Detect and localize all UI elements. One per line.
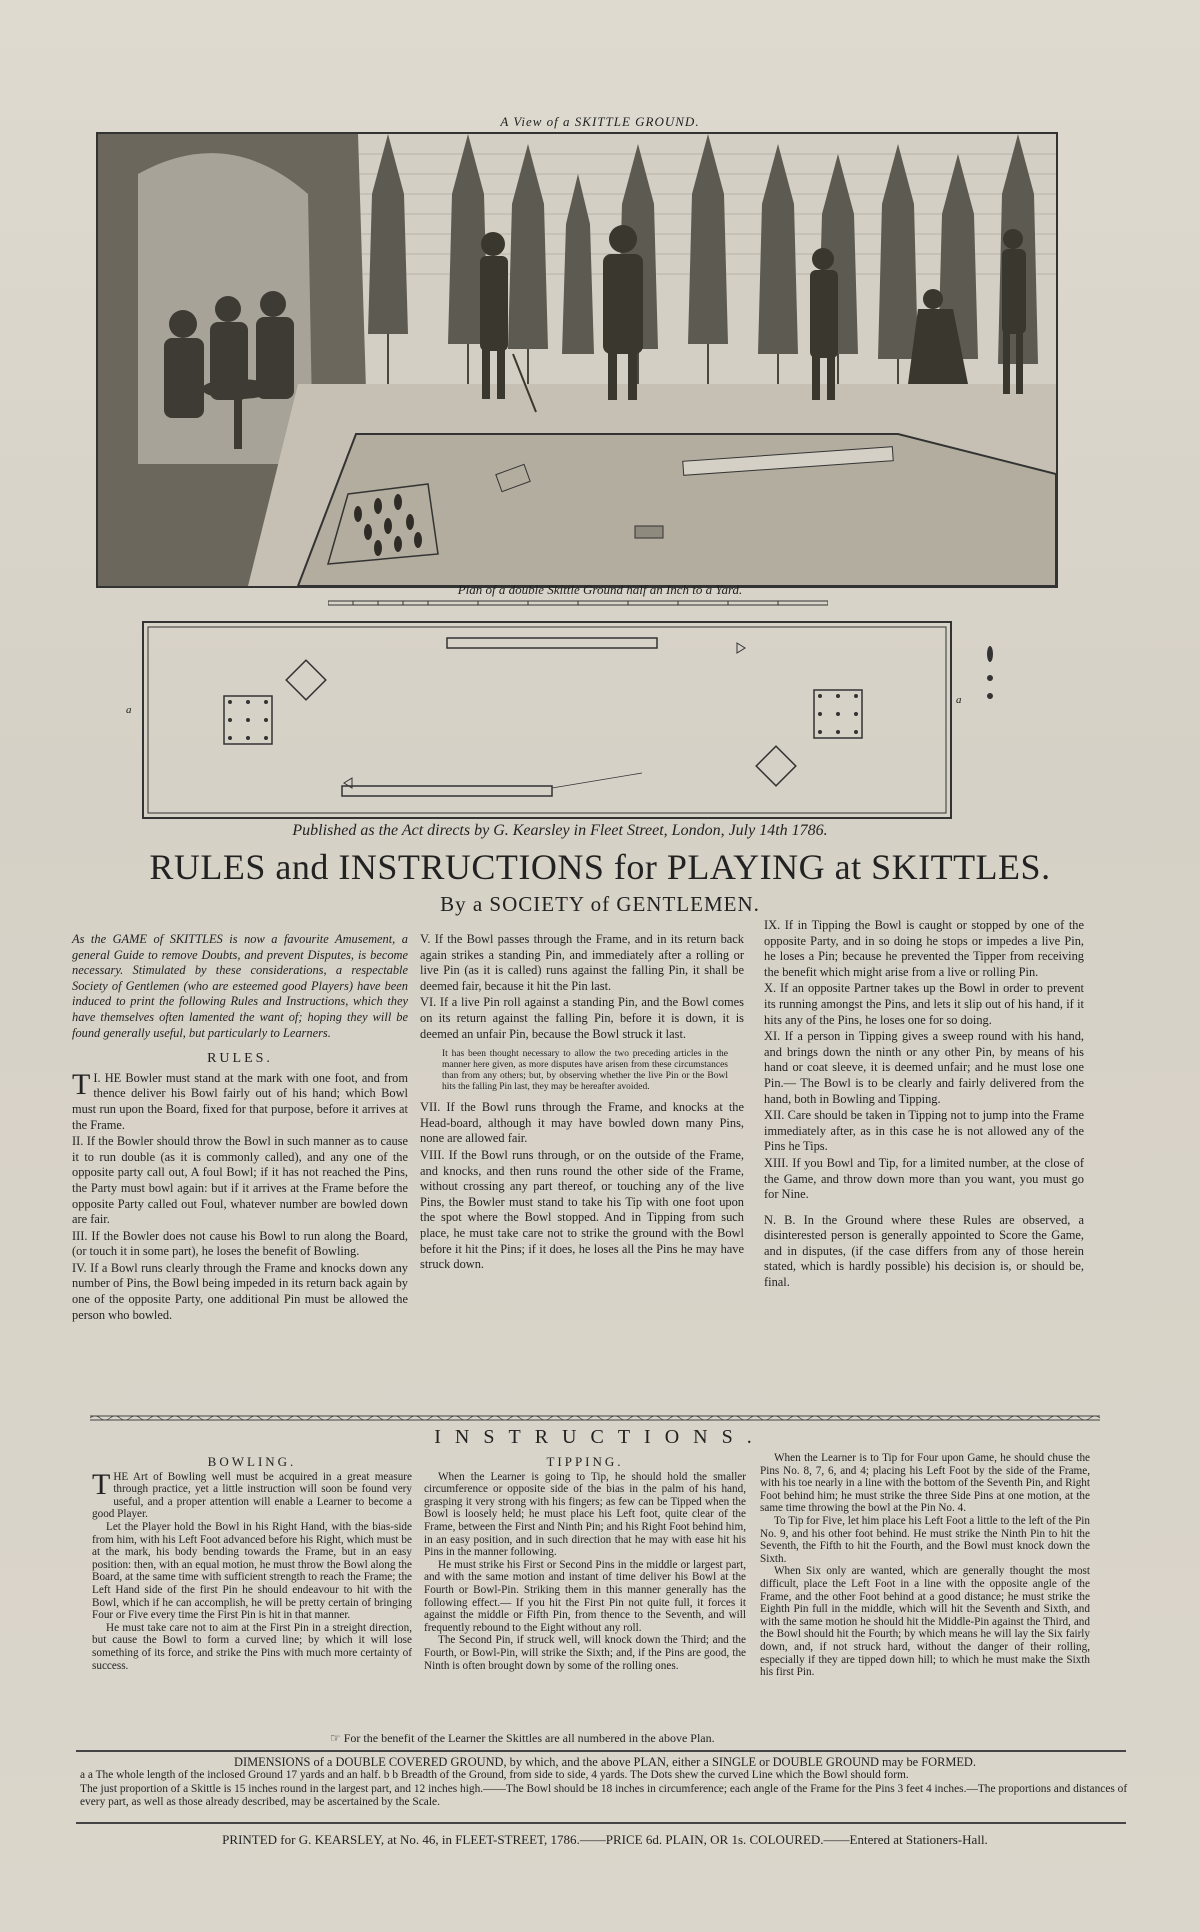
scale-bar — [328, 600, 828, 606]
engraving-title: A View of a SKITTLE GROUND. — [500, 114, 700, 129]
tipping-paragraph-2: He must strike his First or Second Pins in the middle or largest part, and with the same motion and instant of time deliver his Bowl at the Fourth or Bowl-Pin. Striking them in this manner generally has the following effect.— If you hit the First Pin not quite full, it forces it against the middle or Fifth Pin, from thence to the Seventh, and will frequently rebound to the Eight without any roll. — [424, 1558, 746, 1634]
rule-13: XIII. If you Bowl and Tip, for a limited number, at the close of the Game, and throw down more than you want, you must go for Nine. — [764, 1155, 1084, 1202]
dimensions-line-1: a a The whole length of the inclosed Ground 17 yards and an half. b b Breadth of the Ground, from side to side, 4 yards. The Dots shew the curved Line which the Bowl should form. — [80, 1769, 909, 1782]
bowling-column — [92, 1456, 412, 1672]
rule-4: IV. If a Bowl runs clearly through the Frame and knocks down any number of Pins, the Bowl being impeded in its return back again by one of the opposite Party, one additional Pin must be allowed the person who bowled. — [72, 1260, 408, 1322]
imprint-line: PRINTED for G. KEARSLEY, at No. 46, in FLEET-STREET, 1786.——PRICE 6d. PLAIN, OR 1s. COLOURED.——Entered at Stationers-Hall. — [222, 1832, 988, 1847]
rule-1-text: HE Bowler must stand at the mark with one foot, and from thence deliver his Bowl fairly out of his hand; which Bowl must run upon the Board, fixed for that purpose, before it arrives at the Frame. — [72, 1070, 408, 1132]
dimensions-title: DIMENSIONS of a DOUBLE COVERED GROUND, by which, and the above PLAN, either a SINGLE or DOUBLE GROUND may be FORMED. — [234, 1755, 976, 1769]
bowling-dropcap: T — [92, 1467, 111, 1501]
rule-10: X. If an opposite Partner takes up the Bowl in order to prevent its running amongst the Pins, and lets it slip out of his hand, if it hits any of the Pins, he loses one for so doing. — [764, 981, 1084, 1027]
bowling-paragraph-1 — [92, 1467, 412, 1521]
rule-11: XI. If a person in Tipping gives a sweep round with his hand, and brings down the ninth or any other Pin, by means of his hand or coat sleeve, it is deemed unfair; and he must lose one Pin.— The Bowl is to be clearly and fairly delivered from the hand, both in Bowling and Tipping. — [764, 1029, 1084, 1106]
rule-8: VIII. If the Bowl runs through, or on the outside of the Frame, and knocks, and then runs round the other side of the Frame, without crossing any part thereof, or touching any of the live Pins, the Bowler must stand to take his Tip with one foot upon the spot where the Bowl stopped. And in Tipping from such place, he must take care not to strike the ground with the Bowl before it hit the Pins; if it does, he loses all the Pins he may have struck down. — [420, 1147, 744, 1272]
bowling-paragraph-1-text: HE Art of Bowling well must be acquired in a great measure through practice, yet a little instruction will soon be found very useful, and a proper attention will enable a Learner to become a good Player. — [92, 1470, 412, 1521]
rules-column-2 — [420, 932, 744, 1274]
rule-7: VII. If the Bowl runs through the Frame, and knocks at the Head-board, although it may have bowled down many Pins, none are allowed fair. — [420, 1100, 744, 1146]
page-title: RULES and INSTRUCTIONS for PLAYING at SKITTLES. — [149, 847, 1051, 887]
rules-column-1 — [72, 932, 408, 1324]
ornamental-divider — [90, 1414, 1100, 1422]
rule-5: V. If the Bowl passes through the Frame, and in its return back again strikes a standing Pin, and immediately after a rolling or live Pin (as it is called) runs against the falling Pin, it shall be deemed fair, because it hit the Pin last. — [420, 932, 744, 993]
tipping-column-continued — [760, 1452, 1090, 1679]
tipping-paragraph-1: When the Learner is going to Tip, he should hold the smaller circumference or opposite side of the bias in the palm of his hand, grasping it very strong with his fingers; as few can be Tipped when the Bowl is loosely held; he must place his Left foot, quite clear of the Frame, between the First and Ninth Pin; and his Right Foot behind him, in an easy position, and in such direction that he may with ease hit his Pins in the manner following. — [424, 1470, 746, 1559]
skittle-ground-engraving — [96, 132, 1058, 588]
rule-1-number: I. — [93, 1070, 101, 1085]
tipping-paragraph-5: To Tip for Five, let him place his Left Foot a little to the left of the Pin No. 9, and his other foot behind. He must strike the Ninth Pin to hit the Seventh, the Fifth to hit the Fourth, and the Bowl must knock down the Sixth. — [760, 1514, 1090, 1565]
dimensions-line-2: The just proportion of a Skittle is 15 inches round in the largest part, and 12 inches high.——The Bowl should be 18 inches in circumference; each angle of the Frame for the Pins 3 feet 4 inches.—The proportions and distances of every part, as well as those already described, may be ascertained by the Scale. — [80, 1782, 1128, 1809]
rule-1-dropcap: T — [72, 1067, 91, 1101]
rule-2: II. If the Bowler should throw the Bowl in such manner as to cause it to run double (as it is commonly called), and any one of the opposite party call out, A foul Bowl; if it has not reached the Pins, the Party must bowl again: but if it arrives at the Frame before the opposite Party called out Foul, whatever number are bowled down are fair. — [72, 1134, 408, 1227]
bowling-paragraph-3: He must take care not to aim at the First Pin in a streight direction, but cause the Bowl to form a curved line; by which it will lose something of its force, and strike the Pins with much more certainty of success. — [92, 1621, 412, 1672]
plan-title: Plan of a double Skittle Ground half an Inch to a Yard. — [457, 582, 743, 597]
skittle-and-bowl-figure — [982, 644, 998, 704]
benefit-note: ☞ For the benefit of the Learner the Skittles are all numbered in the above Plan. — [330, 1731, 715, 1745]
tipping-heading: TIPPING. — [546, 1454, 624, 1469]
instructions-heading: INSTRUCTIONS. — [434, 1426, 766, 1448]
rule-12: XII. Care should be taken in Tipping not to jump into the Frame immediately after, as in this case he is not allowed any of the Pins he Tips. — [764, 1108, 1084, 1154]
tipping-paragraph-6: When Six only are wanted, which are generally thought the most difficult, place the Left Foot in a line with the opposite angle of the Frame, and the other Foot behind at a good distance; he must strike the Eighth Pin full in the middle, which will hit the Seventh and Sixth, and with the same motion he should hit the Middle-Pin against the Third, and the Bowl should hit the Fourth; by which means he will lay the Six fairly down, and, if not struck hard, without the danger of their rolling, especially if they are tipped down hill; to which he must make the Sixth his first Pin. — [760, 1565, 1090, 1679]
rule-3: III. If the Bowler does not cause his Bowl to run along the Board, (or touch it in some part), he loses the benefit of Bowling. — [72, 1228, 408, 1259]
bowling-heading: BOWLING. — [207, 1454, 297, 1469]
skittle-ground-plan — [142, 618, 952, 820]
rules-note: It has been thought necessary to allow the two preceding articles in the manner here given, as more disputes have arisen from these circumstances than from any others; but, by observing whether the live Pin or the Bowl hits the falling Pin last, they may be hereafter avoided. — [442, 1049, 728, 1093]
tipping-column — [424, 1456, 746, 1672]
page-subtitle: By a SOCIETY of GENTLEMEN. — [440, 892, 760, 916]
bowling-paragraph-2: Let the Player hold the Bowl in his Right Hand, with the bias-side from him, with his Left Foot advanced before his Right, which must be at the mark, his body bending towards the Frame, but in an easy position: then, with an equal motion, he must throw the Bowl along the Board, at the same time with sufficient strength to reach the Frame; the Left Hand side of the first Pin he should endeavour to hit with the Bowl, which if he can accomplish, he will be pretty certain of bringing Four or Five every time the First Pin is hit in that manner. — [92, 1520, 412, 1622]
rule-1 — [72, 1067, 408, 1133]
rules-intro: As the GAME of SKITTLES is now a favourite Amusement, a general Guide to remove Doubts, and prevent Disputes, is become necessary. Stimulated by these considerations, a respectable Society of Gentlemen (who are esteemed good Players) have been induced to print the following Rules and Instructions, which they have themselves often lamented the want of; hoping they will be found generally useful, but particularly to Learners. — [72, 932, 408, 1040]
plan-letter-right: a — [956, 694, 962, 706]
rule-9: IX. If in Tipping the Bowl is caught or stopped by one of the opposite Party, and in so doing he stops or impedes a live Pin, he loses a Pin; because he prevented the Tipper from receiving the benefit which might arise from a live or rolling Pin. — [764, 918, 1084, 979]
rules-heading: RULES. — [207, 1051, 273, 1067]
publication-line: Published as the Act directs by G. Kearsley in Fleet Street, London, July 14th 1786. — [292, 822, 828, 839]
nota-bene: N. B. In the Ground where these Rules are observed, a disinterested person is generally appointed to Score the Game, and in disputes, (if the case differs from any of those herein stated, which is hardly possible) his decision is, or should be, final. — [764, 1212, 1084, 1290]
dimensions-bottom-rule — [76, 1822, 1126, 1824]
plan-letter-left: a — [126, 704, 132, 716]
engraving-illustration — [98, 134, 1056, 586]
tipping-paragraph-3: The Second Pin, if struck well, will knock down the Third; and the Fourth, or Bowl-Pin, will strike the Sixth; and, if the Pins are good, the Ninth is often brought down by some of the rolling ones. — [424, 1634, 746, 1672]
rules-column-3 — [764, 918, 1084, 1292]
dimensions-block — [80, 1756, 1130, 1810]
rule-6: VI. If a live Pin roll against a standing Pin, and the Bowl comes on its return against the falling Pin, before it is down, it is deemed an unfair Pin, because the Bowl struck it last. — [420, 995, 744, 1041]
dimensions-top-rule — [76, 1750, 1126, 1752]
tipping-paragraph-4: When the Learner is to Tip for Four upon Game, he should chuse the Pins No. 8, 7, 6, and 4; placing his Left Foot by the side of the Frame, with his toe nearly in a line with the bottom of the Seventh Pin, and Right Foot behind him; he must strike the three Side Pins at one motion, at the same time throwing the bowl at the Pin No. 4. — [760, 1452, 1090, 1515]
